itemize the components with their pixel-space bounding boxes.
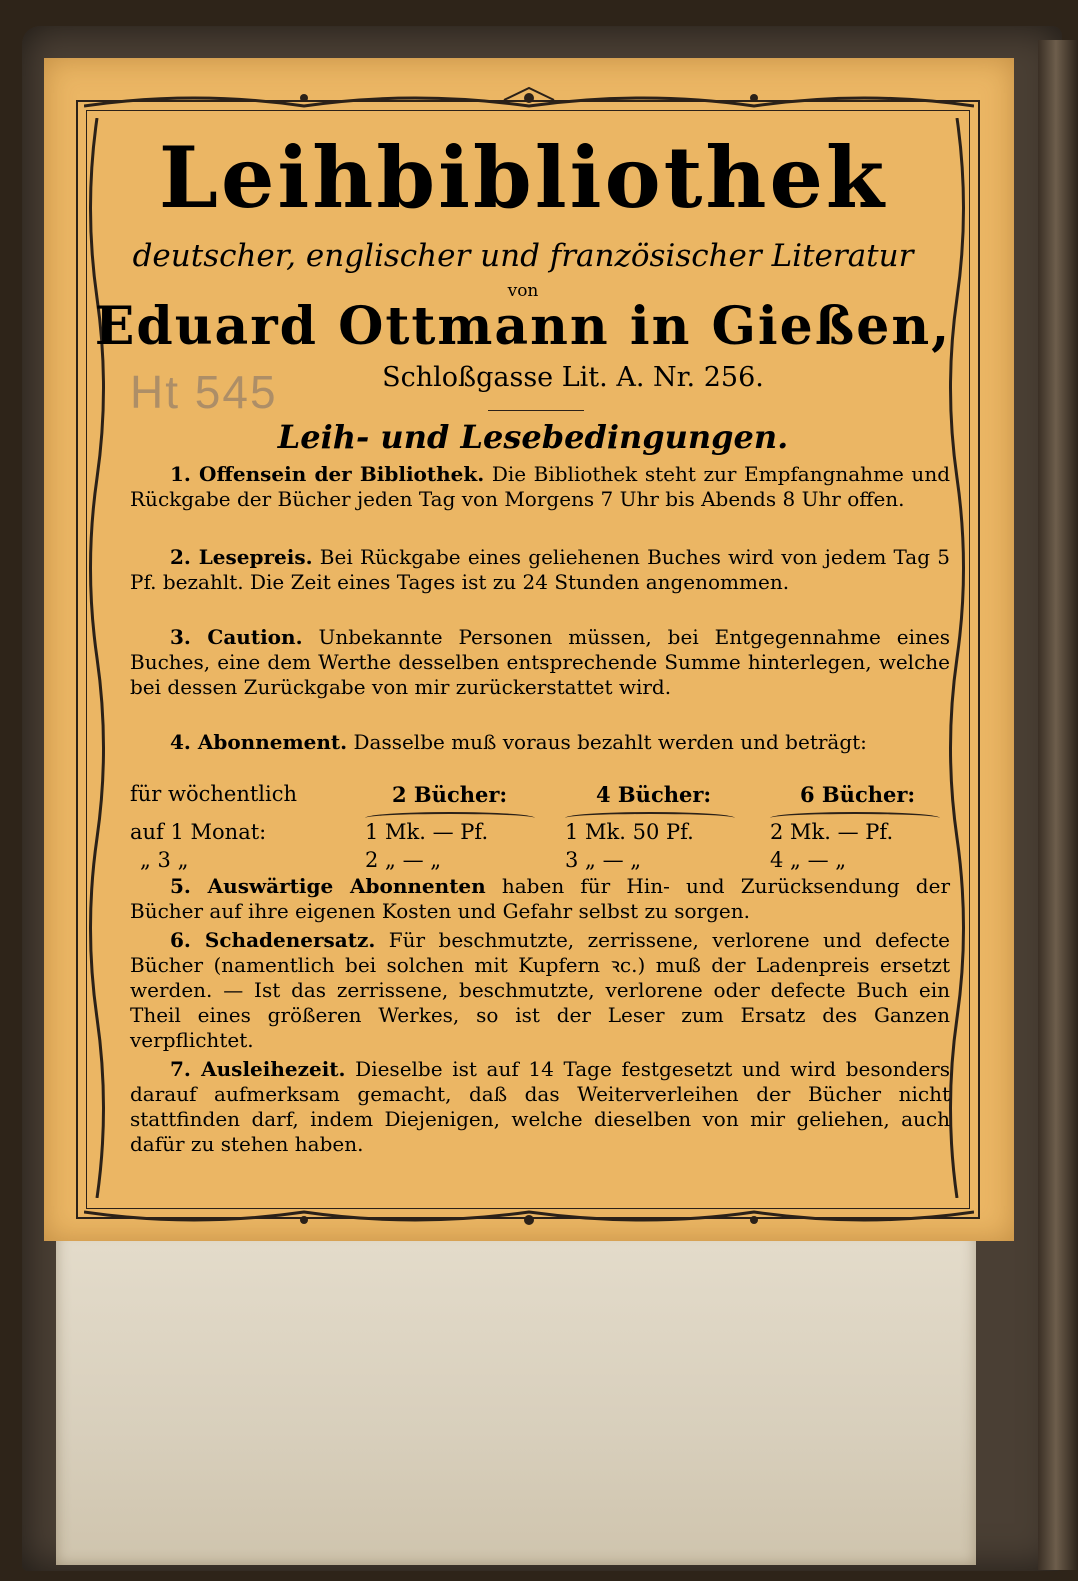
table-row-1-label: auf 1 Monat: xyxy=(130,820,267,844)
bottom-ornament-icon xyxy=(84,1202,974,1232)
rule-3-heading: 3. Caution. xyxy=(170,625,303,649)
rule-4 xyxy=(130,730,950,755)
pencil-shelfmark: Ht 545 xyxy=(130,366,278,418)
rule-1 xyxy=(130,462,950,512)
rule-1-heading: 1. Offensein der Bibliothek. xyxy=(170,462,485,486)
rule-7-text: Dieselbe ist auf 14 Tage festgesetzt und wird besonders darauf aufmerksam gemacht, daß das Weiterverleihen der Bücher nicht stattfinden darf, indem Diejenigen, welche dieselben von mir geliehen, auch dafür zu stehen haben. xyxy=(130,1057,950,1156)
von-text: von xyxy=(507,281,539,301)
rule-5-text: haben für Hin- und Zurücksendung der Bücher auf ihre eigenen Kosten und Gefahr selbst zu sorgen. xyxy=(130,874,950,923)
table-row-1-value: 1 Mk. 50 Pf. xyxy=(565,820,694,844)
table-row-label-header: für wöchentlich xyxy=(130,782,298,806)
owner-address: Schloßgasse Lit. A. Nr. 256. xyxy=(382,362,764,393)
library-title: Leihbibliothek xyxy=(158,128,888,227)
table-row-2-value: 2 „ — „ xyxy=(365,848,442,872)
table-col-6-books: 6 Bücher: xyxy=(800,782,916,807)
rule-7-heading: 7. Ausleihezeit. xyxy=(170,1057,346,1081)
table-row-2-value: 3 „ — „ xyxy=(565,848,642,872)
subscription-table xyxy=(130,782,950,874)
rule-6-text: Für beschmutzte, zerrissene, verlorene und defecte Bücher (namentlich bei solchen mit Kupfern ꝛc.) muß der Ladenpreis ersetzt werden. — Ist das zerrissene, beschmutzte, verlorene oder defecte Buch ein Theil eines größeren Werkes, so ist der Leser zum Ersatz des Ganzen verpflichtet. xyxy=(130,928,950,1052)
rule-6-heading: 6. Schadenersatz. xyxy=(170,928,376,952)
rule-6 xyxy=(130,928,950,1053)
table-row-2-value: 4 „ — „ xyxy=(770,848,847,872)
rule-1-text: Die Bibliothek steht zur Empfangnahme und Rückgabe der Bücher jeden Tag von Morgens 7 Uhr bis Abends 8 Uhr offen. xyxy=(130,462,950,511)
owner-name: Eduard Ottmann in Gießen, xyxy=(94,296,952,357)
table-row-1-value: 2 Mk. — Pf. xyxy=(770,820,894,844)
divider-rule xyxy=(488,410,584,411)
table-col-4-books: 4 Bücher: xyxy=(596,782,712,807)
rule-2-text: Bei Rückgabe eines geliehenen Buches wird von jedem Tag 5 Pf. bezahlt. Die Zeit eines Tages ist zu 24 Stunden angenommen. xyxy=(130,545,950,594)
endpaper xyxy=(56,1230,976,1565)
rule-4-text: Dasselbe muß voraus bezahlt werden und beträgt: xyxy=(353,730,867,754)
top-ornament-icon xyxy=(84,86,974,116)
rule-3-text: Unbekannte Personen müssen, bei Entgegennahme eines Buches, eine dem Werthe desselben entsprechende Summe hinterlegen, welche bei dessen Zurückgabe von mir zurückerstattet wird. xyxy=(130,625,950,699)
table-row-1-value: 1 Mk. — Pf. xyxy=(365,820,489,844)
rule-5 xyxy=(130,874,950,924)
rule-3 xyxy=(130,625,950,700)
rule-4-heading: 4. Abonnement. xyxy=(170,730,348,754)
library-subtitle: deutscher, englischer und französischer Literatur xyxy=(132,238,914,274)
rule-5-heading: 5. Auswärtige Abonnenten xyxy=(170,874,486,898)
rule-7 xyxy=(130,1057,950,1157)
rule-2-heading: 2. Lesepreis. xyxy=(170,545,313,569)
rule-2 xyxy=(130,545,950,595)
table-row-2-label: „ 3 „ xyxy=(140,848,189,872)
table-col-2-books: 2 Bücher: xyxy=(392,782,508,807)
left-side-ornament-icon xyxy=(82,118,112,1198)
conditions-heading: Leih- und Lesebedingungen. xyxy=(277,418,789,456)
